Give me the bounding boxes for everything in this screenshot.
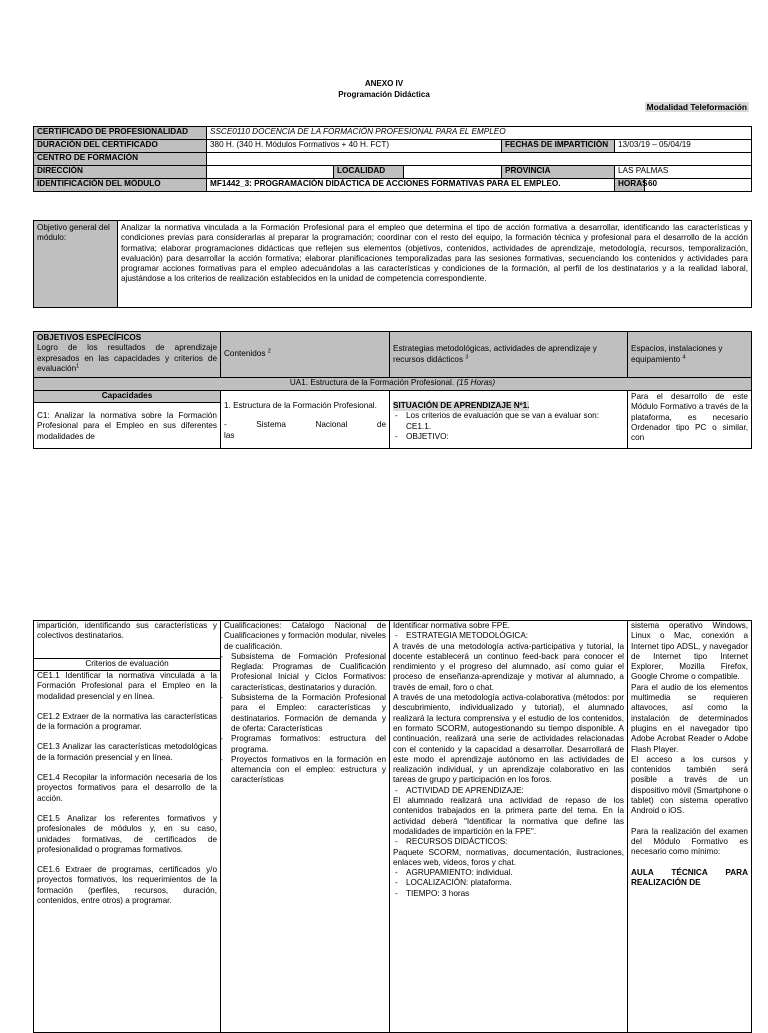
c1-text: C1: Analizar la normativa sobre la Formación Profesional para el Empleo en sus diferentes modalidades de xyxy=(37,411,217,441)
contenidos-first: Cualificaciones: Catalogo Nacional de Cualificaciones y formación modular, niveles de cualificación. xyxy=(224,621,386,651)
header-espacios xyxy=(628,332,752,378)
footnote-3: 3 xyxy=(465,353,469,360)
contenidos-list xyxy=(224,652,386,786)
espacios-p5: AULA TÉCNICA PARA REALIZACIÓN DE xyxy=(631,867,748,887)
contenido-1: 1. Estructura de la Formación Profesional. xyxy=(224,401,377,410)
modulo-label: IDENTIFICACIÓN DEL MÓDULO xyxy=(34,179,207,192)
objetivo-table xyxy=(33,220,752,308)
contenido-item: - Programas formativos: estructura del programa. xyxy=(231,734,386,755)
criterio-item: CE1.3 Analizar las características metodológicas de la formación presencial y en línea. xyxy=(37,742,217,762)
estrategias-first: Identificar normativa sobre FPE. xyxy=(393,621,510,630)
espacios-p4: Para la realización del examen del Módulo Formativo es necesario como mínimo: xyxy=(631,826,748,857)
estrategias-cont-cell xyxy=(390,621,628,1033)
recursos-label: - RECURSOS DIDÁCTICOS: xyxy=(406,837,624,847)
info-table xyxy=(33,126,752,192)
direccion-value xyxy=(207,166,334,179)
c1-continuation: impartición, identificando sus características y colectivos destinatarios. xyxy=(37,621,217,641)
espacios-p2: Para el audio de los elementos multimedia se requieren altavoces, así como la instalación de determinados plugins en el navegador tipo Adobe Acrobat Reader o Adobe Flash Player. xyxy=(631,682,748,754)
certificado-value: SSCE0110 DOCENCIA DE LA FORMACIÓN PROFESIONAL PARA EL EMPLEO xyxy=(207,127,752,140)
criterio-item: CE1.6 Extraer de programas, certificados y/o proyectos formativos, los requerimientos de la formación (perfiles, recursos, duración, contenidos, entre otros) a programar. xyxy=(37,865,217,906)
footnote-2: 2 xyxy=(267,348,271,355)
provincia-label: PROVINCIA xyxy=(502,166,615,179)
ua-hours: (15 Horas) xyxy=(456,378,496,387)
objetivos-title: OBJETIVOS ESPECÍFICOS xyxy=(37,333,142,342)
fechas-label: FECHAS DE IMPARTICIÓN xyxy=(502,140,615,153)
espacios-cell: Para el desarrollo de este Módulo Formativo a través de la plataforma, es necesario Ordenador tipo PC o similar, con xyxy=(628,391,752,449)
modulo-value: MF1442_3: PROGRAMACIÓN DIDÁCTICA DE ACCIONES FORMATIVAS PARA EL EMPLEO. xyxy=(207,179,615,192)
objetivos-subtitle: Logro de los resultados de aprendizaje expresados en las capacidades y criterios de evaluación xyxy=(37,343,217,373)
situacion-title: SITUACIÓN DE APRENDIZAJE Nº1. xyxy=(393,401,530,410)
contenidos-heading: Contenidos xyxy=(224,349,266,359)
contenidos-cell xyxy=(221,391,390,449)
horas-value: 60 xyxy=(645,179,752,192)
modality-label: Modalidad Teleformación xyxy=(646,102,747,112)
capacidades-cell xyxy=(34,391,221,449)
contenido-item: - Subsistema de Formación Profesional Reglada: Programas de Cualificación Profesional Inicial y Ciclos Formativos: características, destinatarios y duración. xyxy=(231,652,386,693)
contenido-item: - Subsistema de la Formación Profesional para el Empleo: características y destinatarios. Formación de demanda y de oferta: Características xyxy=(231,693,386,734)
main-table-part2 xyxy=(33,620,752,1033)
estrategia-p2: A través de una metodología activa-colaborativa (métodos: por descubrimiento, individualizado y tutorial), el alumnado realizará la lectura comprensiva y el estudio de los contenidos, en formato SCORM, autogestionando su tiempo disponible. A continuación, realizará una serie de actividades relacionadas con el contenido y la capacidad a desarrollar. Desarrollará de este modo el aprendizaje autónomo en las actividades de realización individual, y un aprendizaje colaborativo en las tareas de grupo y participación en los foros. xyxy=(393,693,624,785)
certificado-label: CERTIFICADO DE PROFESIONALIDAD xyxy=(34,127,207,140)
criterios-list xyxy=(34,671,220,906)
footnote-4: 4 xyxy=(682,353,686,360)
contenido-2: - Sistema Nacional de las xyxy=(224,420,386,440)
capacidades-label: Capacidades xyxy=(34,391,220,403)
actividad-text: El alumnado realizará una actividad de repaso de los contenidos trabajados en la primera parte del tema. En la actividad deberá "Identificar la normativa que define las modalidades de impartición en la FPE". xyxy=(393,796,624,836)
espacios-cont-cell xyxy=(628,621,752,1033)
criterios-bullet: - Los criterios de evaluación que se van a evaluar son: CE1.1. xyxy=(406,411,624,432)
estrategia-p1: A través de una metodología activa-participativa y tutorial, la docente establecerá un continuo feed-back para conocer el rendimiento y el progreso del alumnado, así como guiar el proceso de enseñanza-aprendizaje y motivar al alumnado, a través de email, foro o chat. xyxy=(393,641,624,692)
header-objetivos xyxy=(34,332,221,378)
localizacion: - LOCALIZACIÓN: plataforma. xyxy=(406,878,624,888)
ua-title-row xyxy=(34,378,752,391)
duracion-label: DURACIÓN DEL CERTIFICADO xyxy=(34,140,207,153)
direccion-label: DIRECCIÓN xyxy=(34,166,207,179)
ua-title: UA1. Estructura de la Formación Profesional. xyxy=(289,378,455,387)
tiempo: - TIEMPO: 3 horas xyxy=(406,889,624,899)
localidad-label: LOCALIDAD xyxy=(334,166,404,179)
main-table-part1 xyxy=(33,331,752,449)
espacios-p3: El acceso a los cursos y contenidos también será posible a través de un dispositivo móvil (Smartphone o tablet) con sistema operativo Android o iOS. xyxy=(631,754,748,816)
criterio-item: CE1.5 Analizar los referentes formativos y profesionales de módulos y, en su caso, unidades formativas, de certificados de profesionalidad o programas formativos. xyxy=(37,813,217,854)
criterio-item: CE1.2 Extraer de la normativa las características de la formación a programar. xyxy=(37,711,217,732)
espacios-p1: sistema operativo Windows, Linux o Mac, conexión a Internet tipo ADSL, y navegador de Internet tipo Internet Explorer, Mozilla Firefox, Google Chrome o compatible. xyxy=(631,621,748,682)
criterio-item: CE1.4 Recopilar la información necesaria de los proyectos formativos para el desarrollo de la acción. xyxy=(37,773,217,803)
actividad-label: - ACTIVIDAD DE APRENDIZAJE: xyxy=(406,786,624,796)
fechas-value: 13/03/19 – 05/04/19 xyxy=(615,140,752,153)
objetivo-text: Analizar la normativa vinculada a la Formación Profesional para el empleo que determina el tipo de acción formativa a desarrollar, identificando las características y condiciones previas para considerarlas al preparar la programación; coordinar con el resto del equipo, la formación técnica y profesional para el desarrollo de la acción formativa; elaborar programaciones didácticas que reflejen sus elementos (objetivos, contenidos, actividades de aprendizaje, metodología, recursos, temporalización, evaluación) para desarrollar la acción formativa; elaborar planificaciones temporalizadas para las sesiones formativas, secuenciando los contenidos y actividades para programar acciones formativas para el empleo adecuándolas a las características y condiciones de la formación, al perfil de los destinatarios y a la realidad laboral, ajustándose a los criterios de realización establecidos en la unidad de competencia correspondiente. xyxy=(118,221,752,308)
centro-value xyxy=(207,153,752,166)
recursos-text: Paquete SCORM, normativas, documentación, ilustraciones, enlaces web, videos, foros y chat. xyxy=(393,847,624,867)
header-contenidos xyxy=(221,332,390,378)
objetivo-bullet: - OBJETIVO: xyxy=(406,432,624,442)
estrategias-cell xyxy=(390,391,628,449)
provincia-value: LAS PALMAS xyxy=(615,166,752,179)
footnote-1: 1 xyxy=(76,363,80,370)
horas-label: HORAS xyxy=(615,179,645,192)
criterio-item: CE1.1 Identificar la normativa vinculada a la Formación Profesional para el Empleo en la modalidad presencial y en línea. xyxy=(37,671,217,701)
estrategias-heading: Estrategias metodológicas, actividades de aprendizaje y recursos didácticos xyxy=(393,344,597,364)
document-title: Programación Didáctica xyxy=(338,90,430,99)
criterios-label: Criterios de evaluación xyxy=(34,658,220,671)
agrupamiento: - AGRUPAMIENTO: individual. xyxy=(406,868,624,878)
header-estrategias xyxy=(390,332,628,378)
centro-label: CENTRO DE FORMACIÓN xyxy=(34,153,207,166)
localidad-value xyxy=(404,166,502,179)
criterios-cell xyxy=(34,621,221,1033)
duracion-value: 380 H. (340 H. Módulos Formativos + 40 H. FCT) xyxy=(207,140,502,153)
annex-label: ANEXO IV xyxy=(364,79,404,88)
estrategia-label: - ESTRATEGIA METODOLÓGICA: xyxy=(406,631,624,641)
espacios-heading: Espacios, instalaciones y equipamiento xyxy=(631,344,723,364)
contenidos-cont-cell xyxy=(221,621,390,1033)
contenido-item: - Proyectos formativos en la formación en alternancia con el empleo: estructura y características xyxy=(231,755,386,786)
objetivo-label: Objetivo general del módulo: xyxy=(34,221,118,308)
